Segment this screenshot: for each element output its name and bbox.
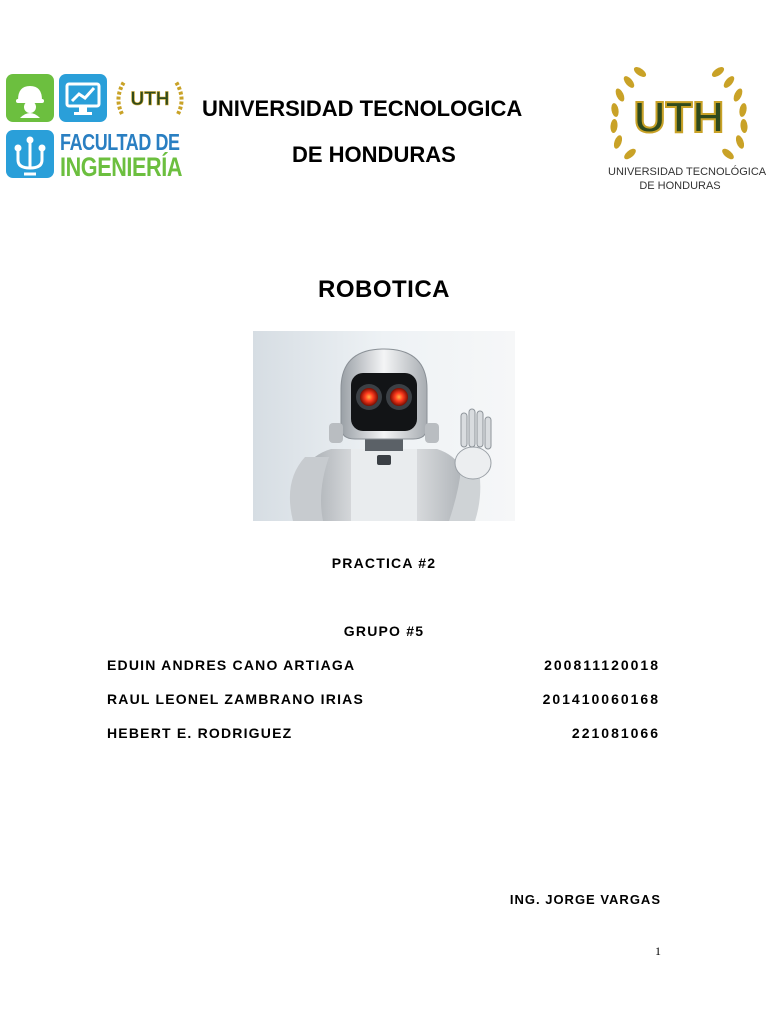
faculty-name-line1: FACULTAD DE — [60, 129, 180, 155]
member-name: RAUL LEONEL ZAMBRANO IRIAS — [107, 691, 365, 707]
uth-mini-text: UTH — [130, 89, 170, 110]
subject-title: ROBOTICA — [318, 276, 450, 303]
chart-monitor-icon — [59, 74, 107, 122]
member-id: 221081066 — [571, 725, 660, 741]
engineer-helmet-icon — [6, 74, 54, 122]
circuit-icon — [6, 130, 54, 178]
robot-illustration — [253, 331, 515, 521]
university-title-line1: UNIVERSIDAD TECNOLOGICA — [202, 96, 523, 121]
member-name: EDUIN ANDRES CANO ARTIAGA — [107, 657, 356, 673]
uth-seal-icon — [112, 74, 188, 122]
member-id: 200811120018 — [544, 657, 660, 673]
member-id: 201410060168 — [542, 691, 660, 707]
practice-label: PRACTICA #2 — [331, 555, 437, 571]
faculty-logo — [6, 72, 198, 182]
member-name: HEBERT E. RODRIGUEZ — [107, 725, 293, 741]
faculty-name-line2: INGENIERÍA — [60, 152, 183, 182]
emblem-caption-line1: UNIVERSIDAD TECNOLÓGICA — [608, 166, 767, 178]
uth-emblem-acronym: UTH — [633, 93, 725, 142]
emblem-caption-line2: DE HONDURAS — [639, 180, 721, 192]
uth-emblem — [604, 60, 767, 200]
instructor-name: ING. JORGE VARGAS — [509, 892, 661, 907]
group-label: GRUPO #5 — [343, 623, 425, 639]
page-number: 1 — [655, 944, 661, 958]
university-title-line2: DE HONDURAS — [292, 142, 456, 167]
